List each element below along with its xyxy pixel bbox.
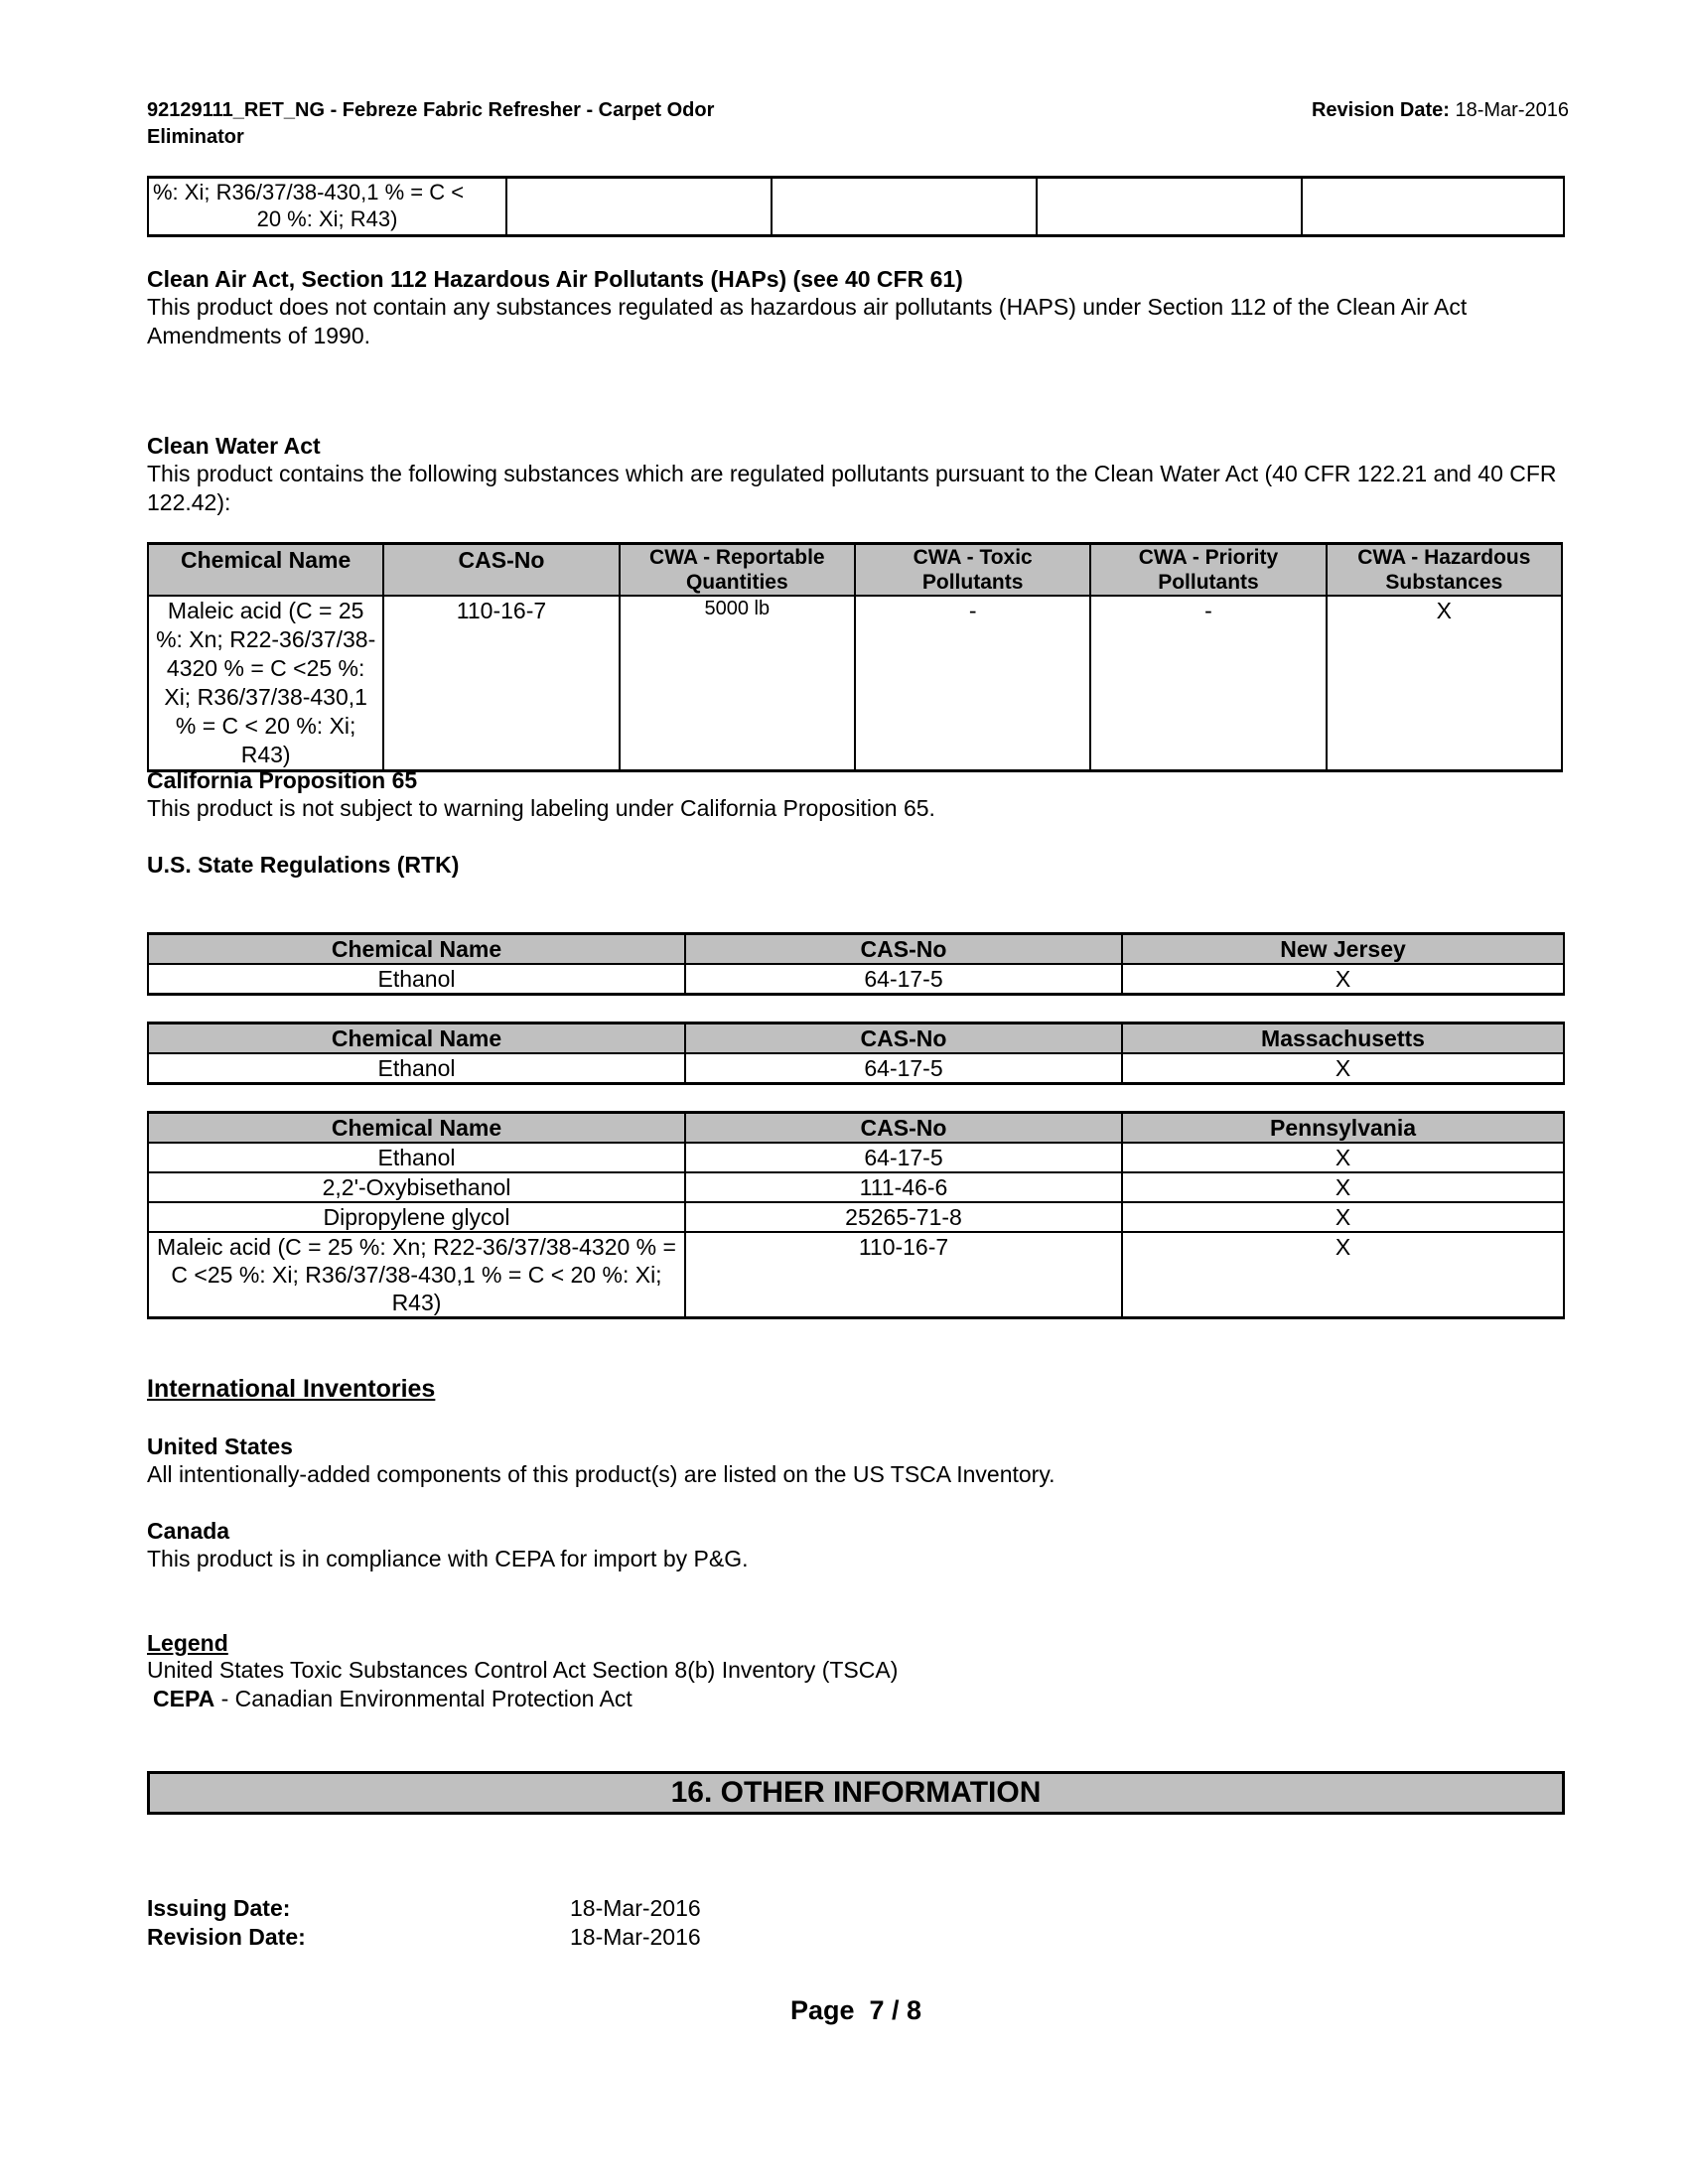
col-chemical-name: Chemical Name: [148, 1024, 685, 1054]
table-cell: [772, 178, 1037, 236]
header-revision: [1312, 97, 1569, 124]
cell-cas-no: 110-16-7: [383, 596, 619, 771]
cell-state-flag: X: [1122, 1232, 1564, 1318]
revision-date-value: 18-Mar-2016: [570, 1924, 701, 1950]
cell-hazardous: X: [1327, 596, 1562, 771]
col-cas-no: CAS-No: [685, 1024, 1122, 1054]
table-cell: [1302, 178, 1564, 236]
document-header-title: [147, 97, 822, 151]
cell-chemical-name: Maleic acid (C = 25 %: Xn; R22-36/37/38-4320 % = C <25 %: Xi; R36/37/38-430,1 % = C < 20 %: Xi; R43): [148, 596, 383, 771]
canada-inventory-title: Canada: [147, 1518, 230, 1544]
legend-title: Legend: [147, 1630, 228, 1656]
col-toxic-pollutants: CWA - Toxic Pollutants: [855, 544, 1090, 597]
legend-line-cepa: [153, 1685, 1573, 1713]
massachusetts-table: [147, 1022, 1565, 1085]
cell-state-flag: X: [1122, 1143, 1564, 1172]
page-number: Page 7 / 8: [789, 1995, 922, 2025]
table-header-row: [148, 934, 1564, 965]
table-row: [148, 1202, 1564, 1232]
table-row: [148, 1143, 1564, 1172]
issuing-date-value: 18-Mar-2016: [570, 1895, 701, 1921]
header-revision-label: Revision Date:: [1311, 99, 1450, 121]
cell-chemical-name: Ethanol: [148, 1143, 685, 1172]
us-inventory-text: All intentionally-added components of this product(s) are listed on the US TSCA Inventory.: [147, 1461, 1055, 1487]
table-row: [148, 1172, 1564, 1202]
col-hazardous-substances: CWA - Hazardous Substances: [1327, 544, 1562, 597]
col-chemical-name: Chemical Name: [148, 544, 383, 597]
table-cell: [506, 178, 772, 236]
table-cell: [148, 178, 506, 236]
col-massachusetts: Massachusetts: [1122, 1024, 1564, 1054]
cell-cas-no: 110-16-7: [685, 1232, 1122, 1318]
cell-chemical-name: Ethanol: [148, 1053, 685, 1084]
cell-cas-no: 64-17-5: [685, 964, 1122, 995]
cell-chemical-name: Maleic acid (C = 25 %: Xn; R22-36/37/38-4320 % = C <25 %: Xi; R36/37/38-430,1 % = C < 20 %: Xi; R43): [148, 1232, 685, 1318]
document-id-line2: Eliminator: [147, 126, 244, 148]
col-cas-no: CAS-No: [383, 544, 619, 597]
cell-cas-no: 25265-71-8: [685, 1202, 1122, 1232]
continued-cell-line2: 20 %: Xi; R43): [256, 206, 398, 231]
col-cas-no: CAS-No: [685, 1113, 1122, 1144]
us-inventory-title: United States: [147, 1433, 293, 1459]
cell-state-flag: X: [1122, 1172, 1564, 1202]
table-row: [148, 1053, 1564, 1084]
cell-cas-no: 111-46-6: [685, 1172, 1122, 1202]
inventories-title: International Inventories: [147, 1375, 436, 1403]
col-reportable-quantities: CWA - Reportable Quantities: [620, 544, 855, 597]
col-new-jersey: New Jersey: [1122, 934, 1564, 965]
cell-priority: -: [1090, 596, 1326, 771]
col-pennsylvania: Pennsylvania: [1122, 1113, 1564, 1144]
new-jersey-table: [147, 932, 1565, 996]
table-row: [148, 964, 1564, 995]
revision-date-label: Revision Date:: [147, 1924, 306, 1950]
document-id: 92129111_RET_NG - Febreze Fabric Refresher - Carpet Odor: [147, 99, 715, 121]
cell-toxic: -: [855, 596, 1090, 771]
cell-reportable: 5000 lb: [620, 596, 855, 771]
cell-chemical-name: 2,2'-Oxybisethanol: [148, 1172, 685, 1202]
cell-state-flag: X: [1122, 964, 1564, 995]
table-header-row: [148, 1113, 1564, 1144]
pennsylvania-table: [147, 1111, 1565, 1319]
continued-table: [147, 176, 1565, 237]
section-16-header: 16. OTHER INFORMATION: [147, 1771, 1565, 1815]
cell-state-flag: X: [1122, 1202, 1564, 1232]
header-revision-value: 18-Mar-2016: [1455, 99, 1569, 121]
state-regs-title: U.S. State Regulations (RTK): [147, 852, 460, 878]
table-header-row: [148, 544, 1562, 597]
col-priority-pollutants: CWA - Priority Pollutants: [1090, 544, 1326, 597]
prop65-title: California Proposition 65: [147, 767, 418, 793]
table-row: [148, 596, 1562, 771]
col-chemical-name: Chemical Name: [148, 1113, 685, 1144]
table-row: [148, 1232, 1564, 1318]
cell-cas-no: 64-17-5: [685, 1143, 1122, 1172]
table-header-row: [148, 1024, 1564, 1054]
canada-inventory-text: This product is in compliance with CEPA for import by P&G.: [147, 1546, 749, 1571]
legend-line-tsca: United States Toxic Substances Control Act Section 8(b) Inventory (TSCA): [147, 1657, 899, 1683]
legend-cepa-abbr: CEPA: [153, 1686, 215, 1711]
prop65-text: This product is not subject to warning labeling under California Proposition 65.: [147, 795, 935, 821]
clean-water-text: This product contains the following substances which are regulated pollutants pursuant to the Clean Water Act (40 CFR 122.21 and 40 CFR 122.42):: [147, 461, 1557, 515]
col-cas-no: CAS-No: [685, 934, 1122, 965]
issuing-date-label: Issuing Date:: [147, 1895, 291, 1921]
cell-chemical-name: Dipropylene glycol: [148, 1202, 685, 1232]
legend-cepa-text: - Canadian Environmental Protection Act: [214, 1686, 633, 1711]
cell-cas-no: 64-17-5: [685, 1053, 1122, 1084]
table-row: [148, 178, 1564, 236]
clean-air-text: This product does not contain any substances regulated as hazardous air pollutants (HAPS) under Section 112 of the Clean Air Act Amendments of 1990.: [147, 294, 1468, 348]
clean-water-title: Clean Water Act: [147, 433, 321, 459]
clean-water-table: [147, 542, 1563, 772]
continued-cell-line1: %: Xi; R36/37/38-430,1 % = C <: [153, 180, 465, 205]
cell-chemical-name: Ethanol: [148, 964, 685, 995]
table-cell: [1037, 178, 1302, 236]
clean-air-title: Clean Air Act, Section 112 Hazardous Air Pollutants (HAPs) (see 40 CFR 61): [147, 266, 963, 292]
col-chemical-name: Chemical Name: [148, 934, 685, 965]
cell-state-flag: X: [1122, 1053, 1564, 1084]
